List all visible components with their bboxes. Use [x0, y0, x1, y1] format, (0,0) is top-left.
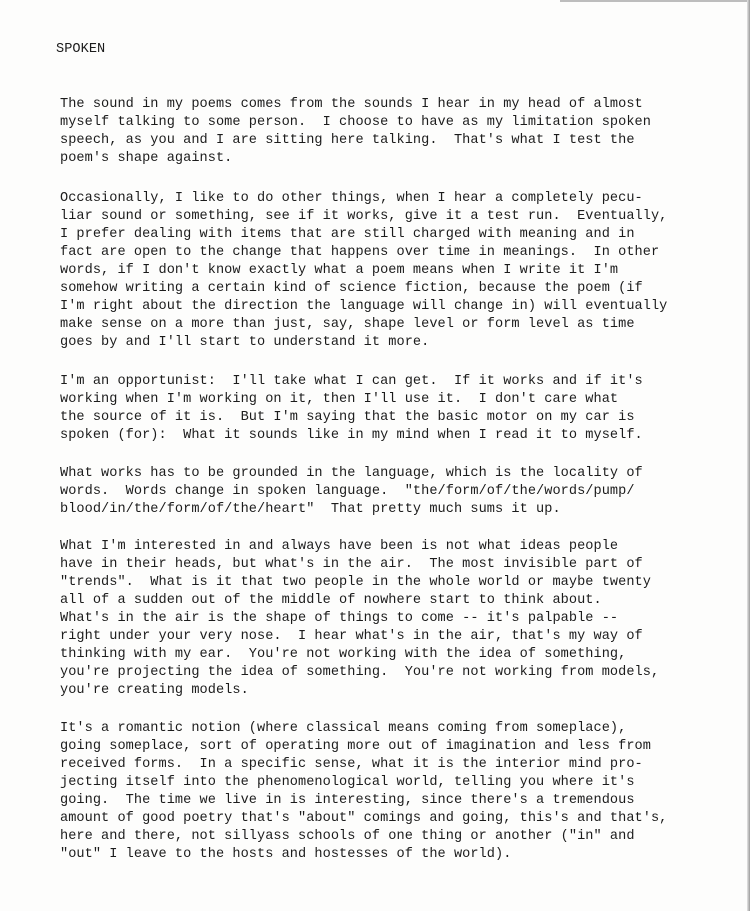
text-line: blood/in/the/form/of/the/heart" That pretty much sums it up. — [60, 502, 561, 517]
text-line: going. The time we live in is interesting, since there's a tremendous — [60, 793, 635, 808]
text-line: going someplace, sort of operating more out of imagination and less from — [60, 739, 651, 754]
text-line: have in their heads, but what's in the air. The most invisible part of — [60, 557, 643, 572]
document-title: SPOKEN — [56, 42, 106, 57]
text-line: The sound in my poems comes from the sounds I hear in my head of almost — [60, 97, 643, 112]
text-line: fact are open to the change that happens over time in meanings. In other — [60, 245, 660, 260]
text-line: right under your very nose. I hear what's in the air, that's my way of — [60, 629, 643, 644]
text-line: I'm an opportunist: I'll take what I can get. If it works and if it's — [60, 374, 643, 389]
text-line: I prefer dealing with items that are still charged with meaning and in — [60, 227, 635, 242]
paragraph-2 — [60, 190, 667, 352]
text-line: goes by and I'll start to understand it more. — [60, 335, 430, 350]
text-line: working when I'm working on it, then I'll use it. I don't care what — [60, 392, 619, 407]
paragraph-3 — [60, 373, 643, 445]
paragraph-1 — [60, 96, 651, 168]
text-line: you're creating models. — [60, 683, 249, 698]
text-line: jecting itself into the phenomenological world, telling you where it's — [60, 775, 635, 790]
text-line: What's in the air is the shape of things to come -- it's palpable -- — [60, 611, 619, 626]
text-line: words. Words change in spoken language. "the/form/of/the/words/pump/ — [60, 484, 635, 499]
paragraph-5 — [60, 538, 659, 700]
text-line: the source of it is. But I'm saying that the basic motor on my car is — [60, 410, 635, 425]
text-line: received forms. In a specific sense, what it is the interior mind pro- — [60, 757, 643, 772]
paragraph-6 — [60, 720, 667, 864]
text-line: It's a romantic notion (where classical means coming from someplace), — [60, 721, 627, 736]
text-line: liar sound or something, see if it works, give it a test run. Eventually, — [60, 209, 668, 224]
text-line: speech, as you and I are sitting here talking. That's what I test the — [60, 133, 635, 148]
text-line: thinking with my ear. You're not working with the idea of something, — [60, 647, 627, 662]
text-line: spoken (for): What it sounds like in my mind when I read it to myself. — [60, 428, 643, 443]
text-line: amount of good poetry that's "about" comings and going, this's and that's, — [60, 811, 668, 826]
text-line: somehow writing a certain kind of science fiction, because the poem (if — [60, 281, 643, 296]
text-line: make sense on a more than just, say, shape level or form level as time — [60, 317, 635, 332]
page-top-edge — [560, 0, 750, 2]
text-line: here and there, not sillyass schools of one thing or another ("in" and — [60, 829, 635, 844]
text-line: "out" I leave to the hosts and hostesses of the world). — [60, 847, 512, 862]
text-line: "trends". What is it that two people in the whole world or maybe twenty — [60, 575, 651, 590]
text-line: you're projecting the idea of something. You're not working from models, — [60, 665, 660, 680]
text-line: words, if I don't know exactly what a poem means when I write it I'm — [60, 263, 619, 278]
text-line: I'm right about the direction the language will change in) will eventually — [60, 299, 668, 314]
text-line: What works has to be grounded in the language, which is the locality of — [60, 466, 643, 481]
text-line: poem's shape against. — [60, 151, 233, 166]
text-line: What I'm interested in and always have been is not what ideas people — [60, 539, 619, 554]
text-line: all of a sudden out of the middle of nowhere start to think about. — [60, 593, 602, 608]
text-line: myself talking to some person. I choose to have as my limitation spoken — [60, 115, 651, 130]
text-line: Occasionally, I like to do other things, when I hear a completely pecu- — [60, 191, 643, 206]
paragraph-4 — [60, 465, 643, 519]
